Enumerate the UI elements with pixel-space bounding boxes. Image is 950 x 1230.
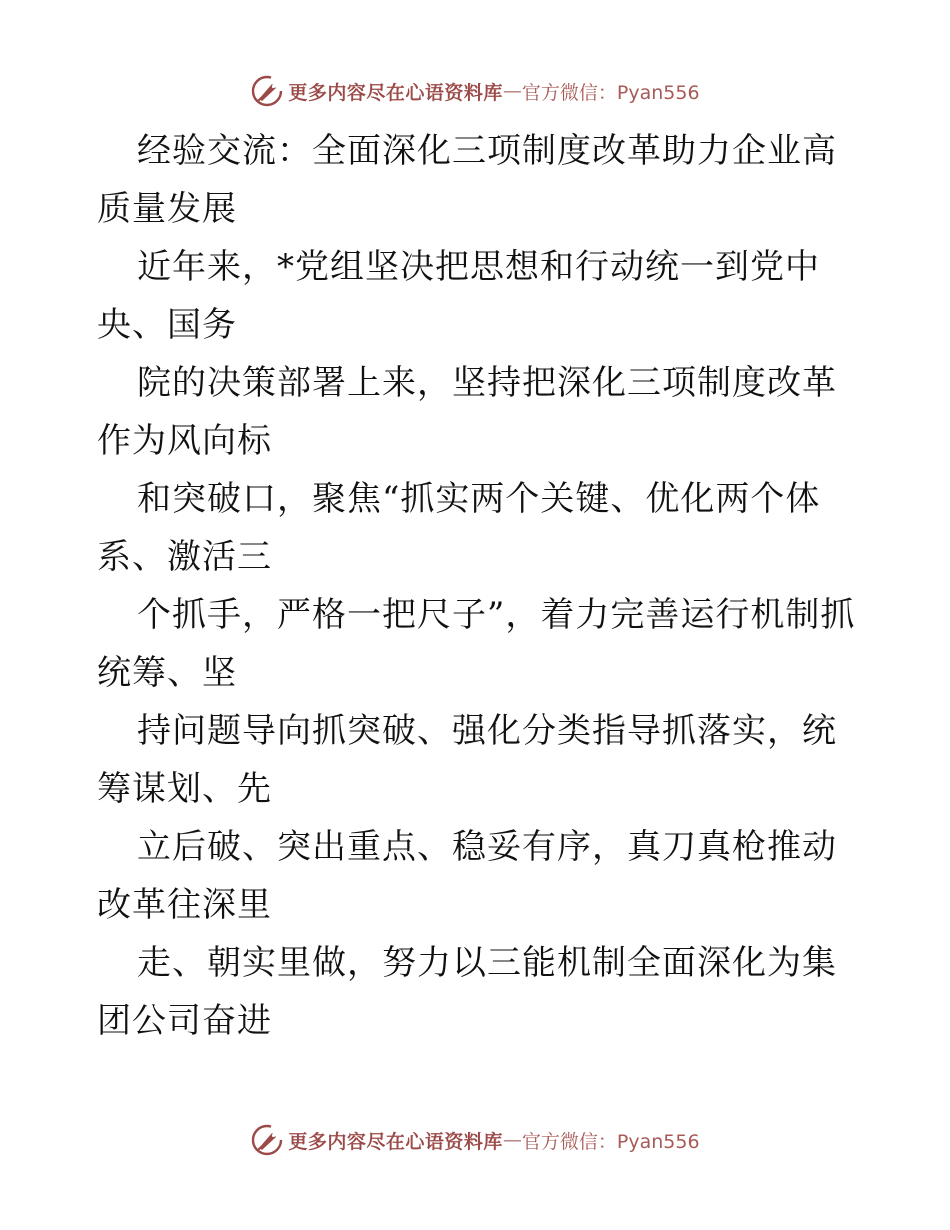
paragraph-line-6: 立后破、突出重点、稳妥有序，真刀真枪推动改革往深里	[97, 827, 837, 925]
pen-nib-icon	[250, 1123, 284, 1157]
footer-banner	[0, 1120, 950, 1160]
pen-nib-icon	[250, 74, 284, 108]
paragraph-line-3: 和突破口，聚焦“抓实两个关键、优化两个体系、激活三	[97, 479, 821, 577]
document-body	[97, 122, 867, 1050]
paragraph-line-1: 近年来，*党组坚决把思想和行动统一到党中央、国务	[97, 247, 820, 345]
document-title: 经验交流：全面深化三项制度改革助力企业高质量发展	[97, 131, 837, 229]
banner-contact-text: 官方微信：Pyan556	[521, 1130, 700, 1153]
header-banner	[0, 71, 950, 111]
banner-lead-text: 更多内容尽在心语资料库	[288, 81, 503, 104]
paragraph-line-2: 院的决策部署上来，坚持把深化三项制度改革作为风向标	[97, 363, 837, 461]
banner-separator: —	[502, 1129, 522, 1151]
paragraph-line-5: 持问题导向抓突破、强化分类指导抓落实，统筹谋划、先	[97, 711, 837, 809]
paragraph-line-4: 个抓手，严格一把尺子”，着力完善运行机制抓统筹、坚	[97, 595, 856, 693]
banner-lead-text: 更多内容尽在心语资料库	[288, 1130, 503, 1153]
banner-separator: —	[502, 80, 522, 102]
paragraph-line-7: 走、朝实里做，努力以三能机制全面深化为集团公司奋进	[97, 943, 837, 1041]
banner-contact-text: 官方微信：Pyan556	[521, 81, 700, 104]
